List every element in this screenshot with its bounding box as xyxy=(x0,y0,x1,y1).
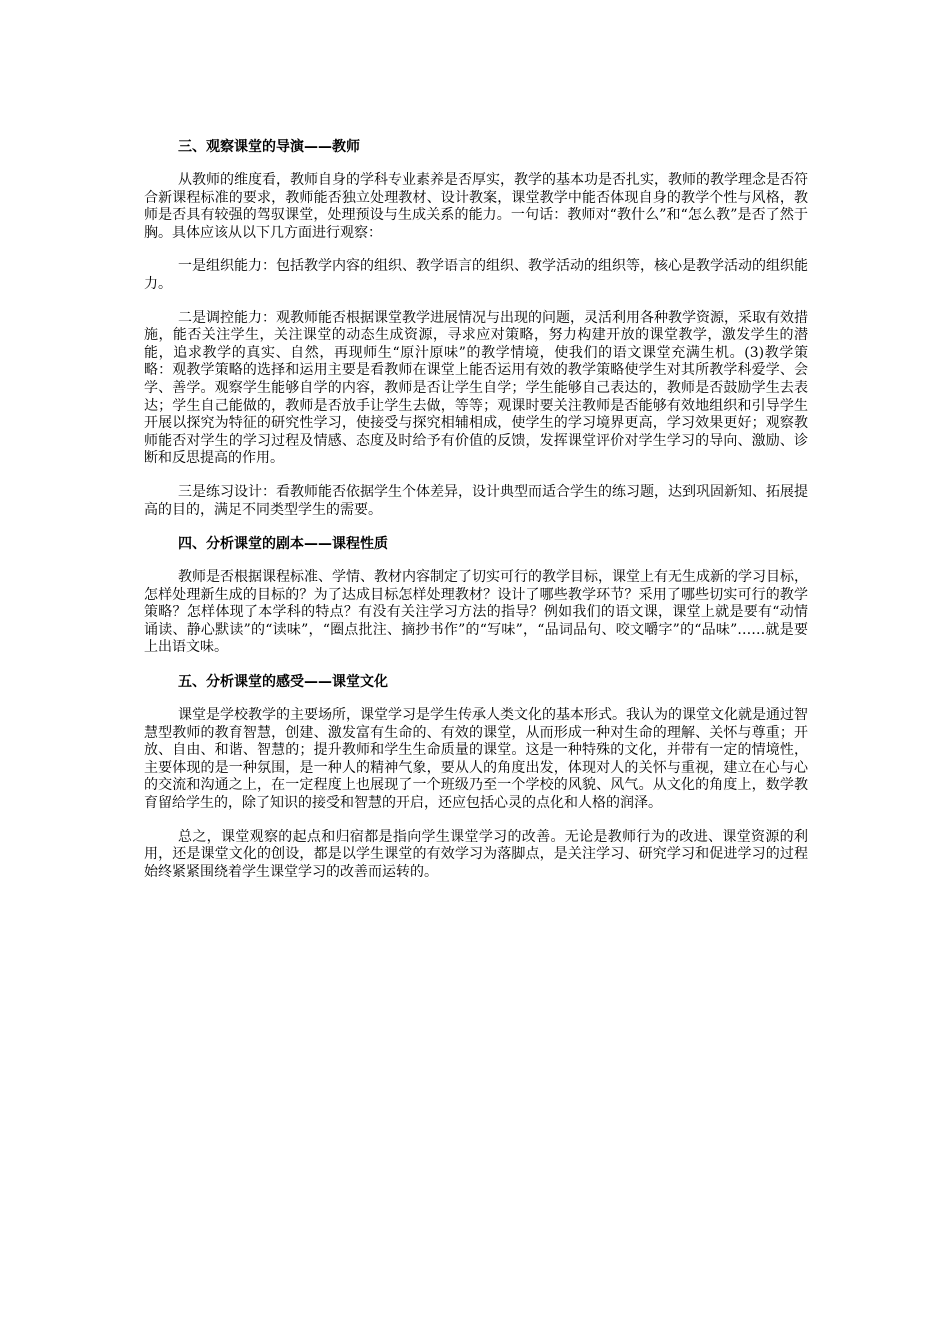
paragraph-curriculum: 教师是否根据课程标准、学情、教材内容制定了切实可行的教学目标，课堂上有无生成新的学习目标，怎样处理新生成的目标的？为了达成目标怎样处理教材？设计了哪些教学环节？采用了哪些切实可行的教学策略？怎样体现了本学科的特点？有没有关注学习方法的指导？例如我们的语文课，课堂上就是要有“动情诵读、静心默读”的“读味”，“圈点批注、摘抄书作”的“写味”，“品词品句、咬文嚼字”的“品味”……就是要上出语文味。 xyxy=(144,569,808,656)
paragraph-classroom-culture: 课堂是学校教学的主要场所，课堂学习是学生传承人类文化的基本形式。我认为的课堂文化就是通过智慧型教师的教育智慧，创建、激发富有生命的、有效的课堂，从而形成一种对生命的理解、关怀与尊重；开放、自由、和谐、智慧的；提升教师和学生生命质量的课堂。这是一种特殊的文化，并带有一定的情境性，主要体现的是一种氛围，是一种人的精神气象，要从人的角度出发，体现对人的关怀与重视，建立在心与心的交流和沟通之上，在一定程度上也展现了一个班级乃至一个学校的风貌、风气。从文化的角度上，数学教育留给学生的，除了知识的接受和智慧的开启，还应包括心灵的点化和人格的润泽。 xyxy=(144,707,808,812)
section-heading-teacher: 三、观察课堂的导演——教师 xyxy=(178,139,360,155)
paragraph-teacher-intro: 从教师的维度看，教师自身的学科专业素养是否厚实，教学的基本功是否扎实，教师的教学理念是否符合新课程标准的要求，教师能否独立处理教材、设计教案，课堂教学中能否体现自身的教学个性与风格，教师是否具有较强的驾驭课堂，处理预设与生成关系的能力。一句话：教师对“教什么”和“怎么教”是否了然于胸。具体应该从以下几方面进行观察： xyxy=(144,172,808,241)
section-heading-culture: 五、分析课堂的感受——课堂文化 xyxy=(178,674,388,691)
section-heading-curriculum: 四、分析课堂的剧本——课程性质 xyxy=(178,536,388,553)
paragraph-conclusion: 总之，课堂观察的起点和归宿都是指向学生课堂学习的改善。无论是教师行为的改进、课堂资源的利用，还是课堂文化的创设，都是以学生课堂的有效学习为落脚点，是关注学习、研究学习和促进学习的过程始终紧紧围绕着学生课堂学习的改善而运转的。 xyxy=(144,828,808,880)
paragraph-organization-ability: 一是组织能力：包括教学内容的组织、教学语言的组织、教学活动的组织等，核心是教学活动的组织能力。 xyxy=(144,258,808,292)
paragraph-exercise-design: 三是练习设计：看教师能否依据学生个体差异，设计典型而适合学生的练习题，达到巩固新知、拓展提高的目的，满足不同类型学生的需要。 xyxy=(144,483,808,518)
document-page xyxy=(144,138,808,897)
paragraph-control-ability: 二是调控能力：观教师能否根据课堂教学进展情况与出现的问题，灵活利用各种教学资源，采取有效措施，能否关注学生，关注课堂的动态生成资源，寻求应对策略，努力构建开放的课堂教学，激发学生的潜能，追求教学的真实、自然，再现师生“原汁原味”的教学情境，使我们的语文课堂充满生机。(3)教学策略：观教学策略的选择和运用主要是看教师在课堂上能否运用有效的教学策略使学生对其所教学科爱学、会学、善学。观察学生能够自学的内容，教师是否让学生自学；学生能够自己表达的，教师是否鼓励学生去表达；学生自己能做的，教师是否放手让学生去做，等等；观课时要关注教师是否能够有效地组织和引导学生开展以探究为特征的研究性学习，使接受与探究相辅相成，使学生的学习境界更高，学习效果更好；观察教师能否对学生的学习过程及情感、态度及时给予有价值的反馈，发挥课堂评价对学生学习的导向、激励、诊断和反思提高的作用。 xyxy=(144,309,808,467)
